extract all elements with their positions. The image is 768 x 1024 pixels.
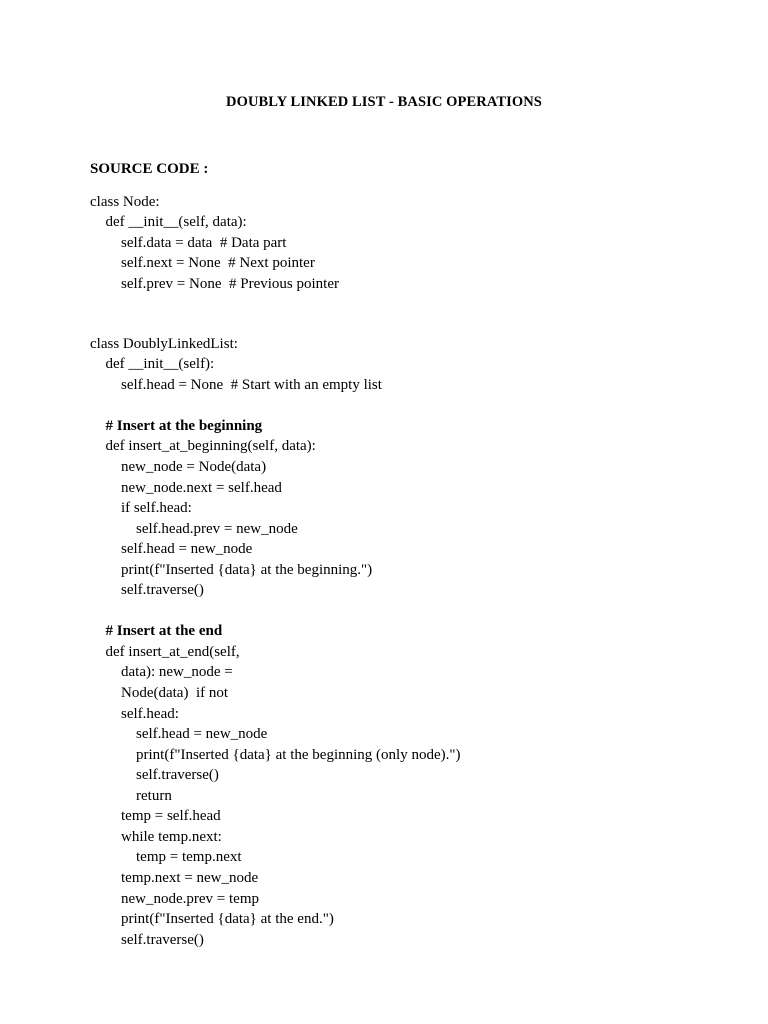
code-line: self.head = new_node — [136, 726, 268, 743]
code-line: self.next = None # Next pointer — [121, 255, 315, 272]
code-line: new_node.prev = temp — [121, 890, 260, 907]
blank-line — [90, 395, 730, 416]
code-line: class DoublyLinkedList: — [90, 335, 238, 352]
code-comment-heading: # Insert at the end — [105, 623, 223, 640]
code-line: if self.head: — [121, 500, 192, 517]
blank-line — [90, 601, 730, 622]
code-line: Node(data) if not — [121, 685, 229, 702]
code-line: temp = temp.next — [136, 849, 242, 866]
code-line: new_node = Node(data) — [121, 459, 267, 476]
code-line: self.traverse() — [121, 931, 204, 948]
section-heading: SOURCE CODE : — [90, 161, 209, 177]
document-title: DOUBLY LINKED LIST - BASIC OPERATIONS — [226, 94, 542, 110]
code-line: def __init__(self): — [105, 356, 215, 373]
code-line: while temp.next: — [121, 828, 222, 845]
code-line: print(f"Inserted {data} at the beginning.") — [121, 561, 373, 578]
code-comment-heading: # Insert at the beginning — [105, 417, 263, 434]
blank-line — [90, 294, 730, 334]
code-line: temp = self.head — [121, 808, 221, 825]
code-line: def insert_at_end(self, — [105, 643, 240, 660]
code-line: self.prev = None # Previous pointer — [121, 275, 339, 292]
code-line: data): new_node = — [121, 664, 233, 681]
code-line: self.traverse() — [121, 582, 204, 599]
code-line: self.traverse() — [136, 767, 219, 784]
code-line: self.data = data # Data part — [121, 234, 287, 251]
code-line: self.head = new_node — [121, 541, 253, 558]
code-line: temp.next = new_node — [121, 869, 259, 886]
code-line: self.head = None # Start with an empty list — [121, 376, 382, 393]
code-line: print(f"Inserted {data} at the beginning (only node).") — [136, 746, 461, 763]
source-code-block — [90, 192, 730, 951]
code-line: new_node.next = self.head — [121, 479, 282, 496]
code-line: print(f"Inserted {data} at the end.") — [121, 911, 334, 928]
code-line: return — [136, 787, 172, 804]
code-line: def __init__(self, data): — [105, 214, 247, 231]
code-line: class Node: — [90, 193, 160, 210]
code-line: def insert_at_beginning(self, data): — [105, 438, 316, 455]
code-line: self.head: — [121, 705, 179, 722]
code-line: self.head.prev = new_node — [136, 520, 298, 537]
